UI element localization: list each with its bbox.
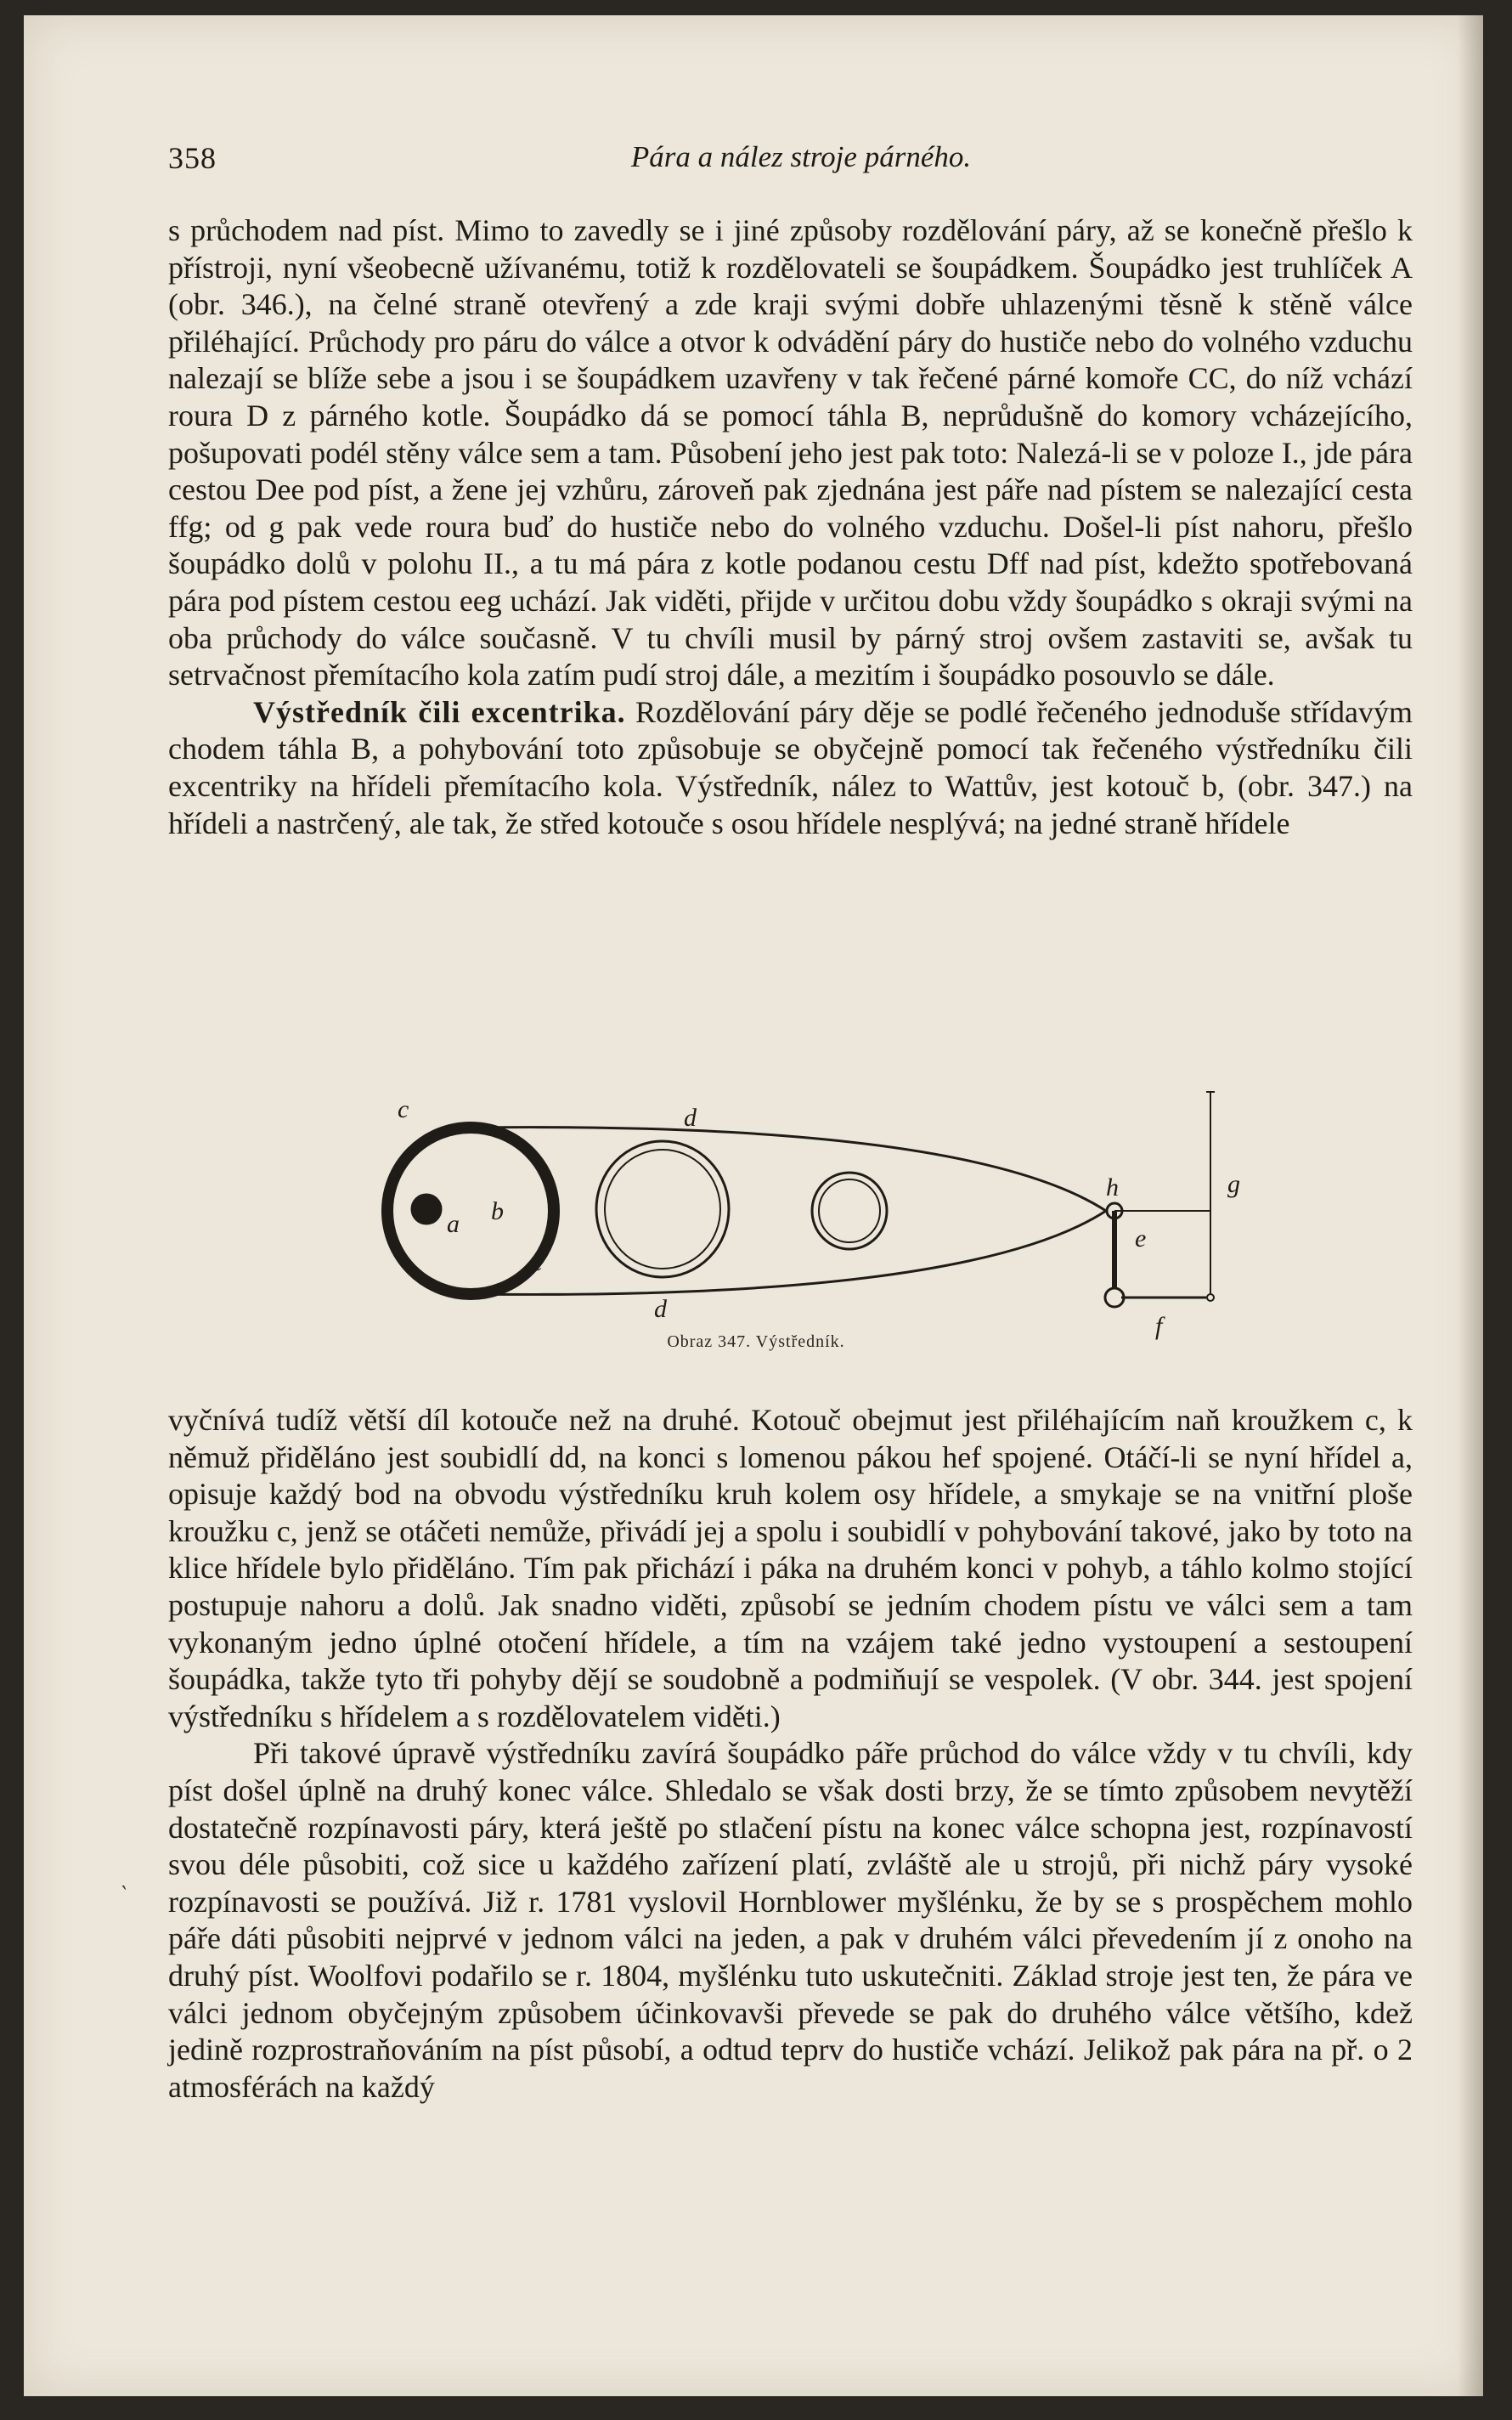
label-d-top: d [684, 1104, 697, 1132]
page-header [168, 140, 1442, 183]
paragraph-eccentric [168, 694, 1413, 842]
running-title: Pára a nález stroje párného. [630, 140, 972, 173]
paragraph-valve-distribution: s průchodem nad píst. Mimo to zavedly se i jiné způsoby rozdělování páry, až se konečně přešlo k přístroji, nyní všeobecně užívanému, totiž k rozdělovateli se šoupádkem. Šoupádko jest truhlíček A (obr. 346.), na čelné straně otevřený a zde kraji svými dobře uhlazenými těsně k stěně válce přiléhající. Průchody pro páru do válce a otvor k odvádění páry do hustiče nebo do volného vzduchu nalezají se blíže sebe a jsou i se šoupádkem uzavřeny v tak řečené párné komoře CC, do níž vchází roura D z párného kotle. Šoupádko dá se pomocí táhla B, neprůdušně do komory vcházejícího, pošupovati podél stěny válce sem a tam. Působení jeho jest pak toto: Nalezá-li se v poloze I., jde pára cestou Dee pod píst, a žene jej vzhůru, zároveň pak zjednána jest páře nad pístem se nalezající cesta ffg; od g pak vede roura buď do hustiče nebo do volného vzduchu. Došel-li píst nahoru, přešlo šoupádko dolů v polohu II., a tu má pára z kotle podanou cestu Dff nad píst, kdežto spotřebovaná pára pod pístem cestou eeg uchází. Jak viděti, přijde v určitou dobu vždy šoupádko s okraji svými na oba průchody do válce současně. V tu chvíli musil by párný stroj ovšem zastaviti se, avšak tu setrvačnost přemítacího kola zatím pudí stroj dále, a mezitím i šoupádko posouvlo se dále. [168, 213, 1413, 693]
label-e: e [1135, 1224, 1147, 1252]
rod-upper [471, 1128, 1106, 1211]
margin-mark: ‵ [121, 1882, 127, 1907]
text-block-top [168, 212, 1413, 842]
figure-caption: Obraz 347. Výstředník. [667, 1332, 845, 1351]
section-heading: Výstředník čili excentrika. [253, 694, 626, 729]
section-body: Rozdělování páry děje se podlé řečeného jednoduše střídavým chodem táhla B, a pohybování toto způsobuje se obyčejně pomocí tak řečeného výstředníku čili excentriky na hřídeli přemítacího kola. Výstředník, nález to Wattův, jest kotouč b, (obr. 347.) na hřídeli a nastrčený, ale tak, že střed kotouče s osou hřídele nesplývá; na jedné straně hřídele [168, 694, 1413, 840]
figure-eccentric [374, 1083, 1274, 1360]
rod-opening-large [596, 1141, 729, 1277]
lever-pivot [1105, 1288, 1124, 1307]
label-b: b [491, 1197, 504, 1225]
label-h: h [1106, 1173, 1119, 1202]
lever-end [1207, 1294, 1214, 1301]
label-a: a [447, 1210, 460, 1238]
label-d-bottom: d [654, 1295, 667, 1323]
text-block-bottom [168, 1402, 1413, 2106]
shaft [411, 1194, 442, 1224]
label-g: g [1227, 1170, 1240, 1198]
rod-opening-large-inner [605, 1150, 720, 1269]
rod-opening-small [812, 1173, 887, 1249]
paragraph-eccentric-continued: vyčnívá tudíž větší díl kotouče než na druhé. Kotouč obejmut jest přiléhajícím naň kroužkem c, k němuž přiděláno jest soubidlí dd, na konci s lomenou pákou hef spojené. Otáčí-li se nyní hřídel a, opisuje každý bod na obvodu výstředníku kruh kolem osy hřídele, a smykaje se na vnitřní ploše kroužku c, jenž se otáčeti nemůže, přivádí jej a spolu i soubidlí v pohybování takové, jako by toto na klice hřídele bylo přiděláno. Tím pak přichází i páka na druhém konci v pohyb, a táhlo kolmo stojící postupuje nahoru a dolů. Jak snadno viděti, způsobí se jedním chodem pístu ve válci sem a tam vykonaným jedno úplné otočení hřídele, a tím na vzájem také jedno vystoupení a sestoupení šoupádka, takže tyto tři pohyby dějí se soudobně a podmiňují se vespolek. (V obr. 344. jest spojení výstředníku s hřídelem a s rozdělovatelem viděti.) [168, 1403, 1413, 1733]
label-c-inner: c [532, 1248, 544, 1276]
label-c-top: c [398, 1095, 409, 1123]
label-f: f [1155, 1312, 1163, 1340]
page-number: 358 [168, 141, 217, 175]
paragraph-woolf: Při takové úpravě výstředníku zavírá šoupádko páře průchod do válce vždy v tu chvíli, kdy píst došel úplně na druhý konec válce. Shledalo se však dosti brzy, že se tímto způsobem nevytěží dostatečně rozpínavosti páry, která ještě po stlačení pístu na konec válce schopna jest, rozpínavostí svou déle působiti, což sice u každého zařízení platí, zvláště ale u strojů, při nichž páry vysoké rozpínavosti se používá. Již r. 1781 vyslovil Hornblower myšlénku, že by se s prospěchem mohlo páře dáti působiti nejprvé v jednom válci na jeden, a pak v druhém válci převedením jí z onoho na druhý píst. Woolfovi podařilo se r. 1804, myšlénku tuto uskutečniti. Základ stroje jest ten, že pára ve válci jednom obyčejným způsobem účinkovavši převede se pak do druhého válce většího, kdež jedině rozprostraňováním na píst působí, a odtud teprv do hustiče vchází. Jelikož pak pára na př. o 2 atmosférách na každý [168, 1736, 1413, 2104]
rod-opening-small-inner [819, 1179, 880, 1242]
page-edge-shadow [1458, 15, 1483, 2396]
rod-lower [471, 1211, 1106, 1294]
eccentric-diagram [374, 1083, 1274, 1360]
